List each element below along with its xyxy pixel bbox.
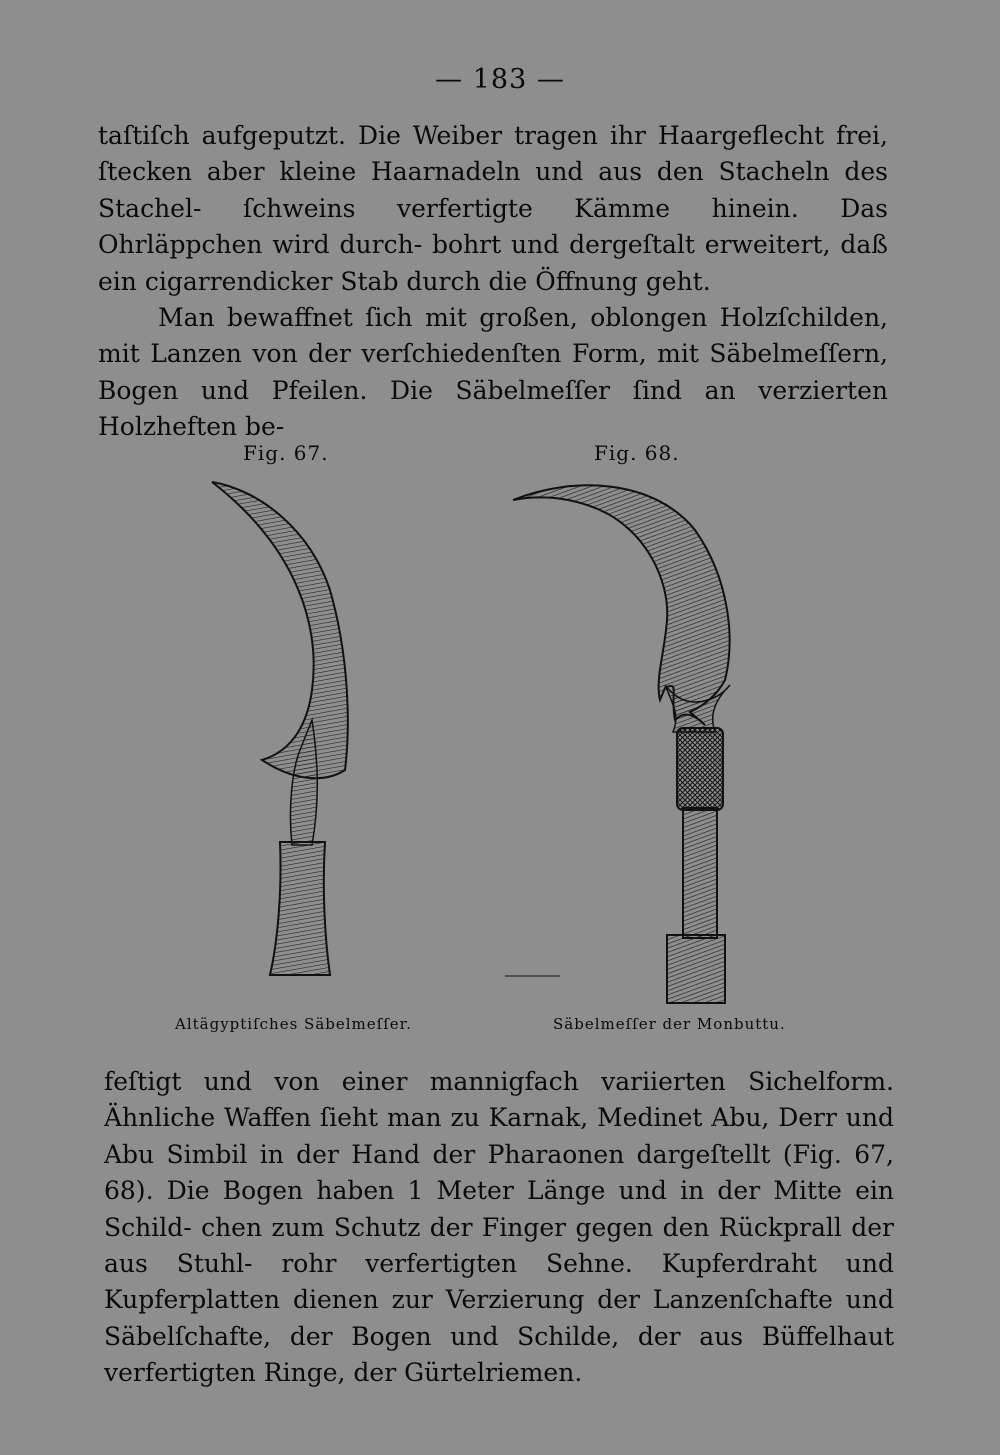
figure-caption: Säbelmeſſer der Monbuttu.: [553, 1015, 786, 1033]
figure-caption: Altägyptiſches Säbelmeſſer.: [175, 1015, 412, 1033]
page-number: — 183 —: [435, 64, 565, 95]
egyptian-sickle-knife-illustration: [200, 470, 380, 990]
paragraph: Man bewaffnet ſich mit großen, oblongen Holzſchilden, mit Lanzen von der verſchiedenſten Form, mit Säbelmeſſern, Bogen und Pfeilen. Die Säbelmeſſer ſind an verzierten Holzheften be-: [98, 303, 888, 442]
text-block-top: [98, 118, 888, 446]
paragraph: taſtiſch aufgeputzt. Die Weiber tragen ihr Haargeflecht frei, ſtecken aber kleine Haarnadeln und aus den Stacheln des Stachel- ſchweins verfertigte Kämme hinein. Das Ohrläppchen wird durch- bohrt und dergeſtalt erweitert, daß ein cigarrendicker Stab durch die Öffnung geht.: [98, 121, 888, 296]
text-block-bottom: [104, 1064, 894, 1392]
monbuttu-sickle-knife-illustration: [495, 470, 755, 1010]
figure-label: Fig. 68.: [594, 441, 680, 465]
paragraph: feſtigt und von einer mannigfach variierten Sichelform. Ähnliche Waffen ſieht man zu Karnak, Medinet Abu, Derr und Abu Simbil in der Hand der Pharaonen dargeſtellt (Fig. 67, 68). Die Bogen haben 1 Meter Länge und in der Mitte ein Schild- chen zum Schutz der Finger gegen den Rückprall der aus Stuhl- rohr verfertigten Sehne. Kupferdraht und Kupferplatten dienen zur Verzierung der Lanzenſchafte und Säbelſchafte, der Bogen und Schilde, der aus Büffelhaut verfertigten Ringe, der Gürtelriemen.: [104, 1067, 894, 1388]
figure-label: Fig. 67.: [243, 441, 329, 465]
